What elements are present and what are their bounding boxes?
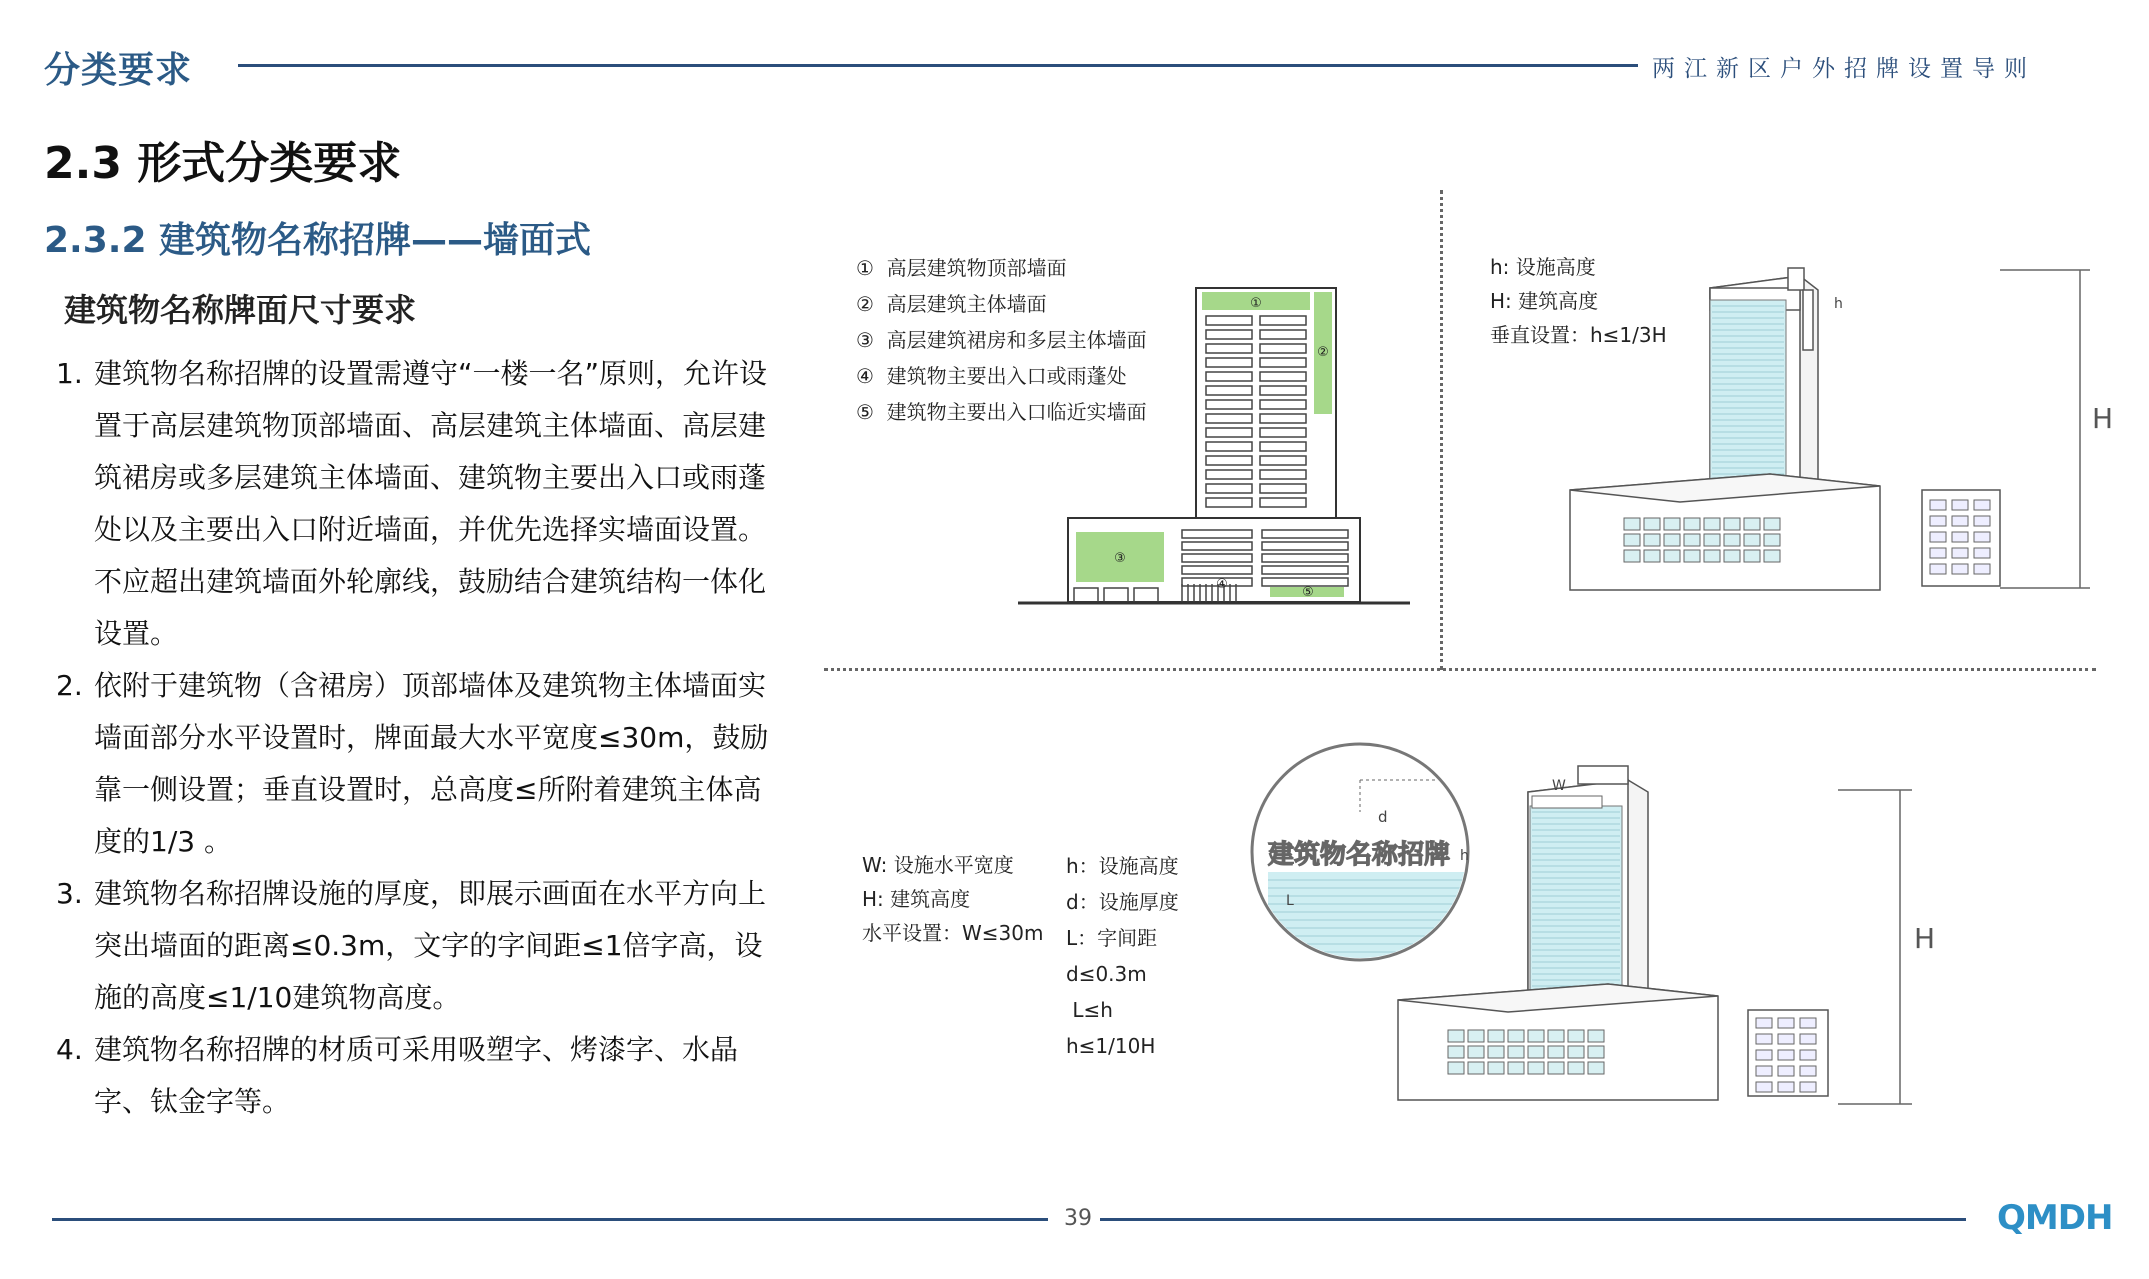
drawing-detail bbox=[1974, 516, 1990, 526]
vertical-sign-building-diagram bbox=[1560, 250, 2100, 600]
document-title: 两江新区户外招牌设置导则 bbox=[1652, 56, 2036, 82]
drawing-detail bbox=[1930, 548, 1946, 558]
list-text: 建筑物名称招牌的设置需遵守“一楼一名”原则，允许设置于高层建筑物顶部墙面、高层建筑主体墙面、高层建筑裙房或多层建筑主体墙面、建筑物主要出入口或雨蓬处以及主要出入口附近墙面，并优先选择实墙面设置。不应超出建筑墙面外轮廓线，鼓励结合建筑结构一体化设置。 bbox=[94, 357, 768, 650]
list-text: 建筑物名称招牌的材质可采用吸塑字、烤漆字、水晶字、钛金字等。 bbox=[94, 1033, 739, 1118]
drawing-detail bbox=[1488, 1062, 1504, 1074]
legend-item: ⑤ 建筑物主要出入口临近实墙面 bbox=[856, 400, 1147, 424]
drawing-detail bbox=[1704, 518, 1720, 530]
figure3-notes-left bbox=[862, 848, 1043, 950]
drawing-detail bbox=[1744, 534, 1760, 546]
list-text: 依附于建筑物（含裙房）顶部墙体及建筑物主体墙面实墙面部分水平设置时，牌面最大水平宽度≤30m，鼓励靠一侧设置；垂直设置时，总高度≤所附着建筑主体高度的1/3 。 bbox=[94, 669, 769, 858]
drawing-detail bbox=[1588, 1046, 1604, 1058]
drawing-detail bbox=[1448, 1046, 1464, 1058]
sign-height-label: h bbox=[1834, 296, 1843, 312]
spacing-label: L bbox=[1286, 893, 1294, 909]
drawing-detail bbox=[1974, 548, 1990, 558]
list-number: 2. bbox=[56, 669, 83, 702]
drawing-detail bbox=[1778, 1018, 1794, 1028]
drawing-detail bbox=[1684, 534, 1700, 546]
legend-item: ④ 建筑物主要出入口或雨蓬处 bbox=[856, 364, 1127, 388]
drawing-detail bbox=[1684, 550, 1700, 562]
note: W: 设施水平宽度 bbox=[862, 853, 1014, 877]
building-height-label: H bbox=[2092, 402, 2114, 435]
heading-3: 2.3.2 建筑物名称招牌——墙面式 bbox=[44, 220, 592, 261]
page-number: 39 bbox=[1064, 1206, 1092, 1231]
note: 垂直设置：h≤1/3H bbox=[1490, 323, 1667, 347]
drawing-detail bbox=[1644, 534, 1660, 546]
drawing-detail bbox=[1756, 1082, 1772, 1092]
drawing-detail bbox=[1588, 1062, 1604, 1074]
drawing-detail bbox=[1528, 1030, 1544, 1042]
drawing-detail bbox=[1930, 532, 1946, 542]
drawing-detail bbox=[1756, 1050, 1772, 1060]
legend-item: ③ 高层建筑裙房和多层主体墙面 bbox=[856, 328, 1147, 352]
list-number: 3. bbox=[56, 877, 83, 910]
list-text: 建筑物名称招牌设施的厚度，即展示画面在水平方向上突出墙面的距离≤0.3m，文字的字间距≤1倍字高，设施的高度≤1/10建筑物高度。 bbox=[94, 877, 767, 1014]
company-logo: QMDH bbox=[1997, 1198, 2113, 1238]
note: H: 建筑高度 bbox=[862, 887, 971, 911]
legend-item: ② 高层建筑主体墙面 bbox=[856, 292, 1047, 316]
drawing-detail bbox=[1778, 1050, 1794, 1060]
note: h: 设施高度 bbox=[1490, 255, 1596, 279]
figure3-notes-right bbox=[1066, 848, 1179, 1064]
list-item bbox=[56, 348, 786, 660]
mark-5: ⑤ bbox=[1302, 585, 1314, 600]
drawing-detail bbox=[1488, 1030, 1504, 1042]
drawing-detail bbox=[1778, 1082, 1794, 1092]
drawing-detail bbox=[1548, 1030, 1564, 1042]
drawing-detail bbox=[1568, 1062, 1584, 1074]
note: L：字间距 bbox=[1066, 926, 1158, 950]
drawing-detail bbox=[1548, 1046, 1564, 1058]
mark-3: ③ bbox=[1114, 551, 1126, 566]
drawing-detail bbox=[1468, 1030, 1484, 1042]
drawing-detail bbox=[1756, 1034, 1772, 1044]
drawing-detail bbox=[1952, 500, 1968, 510]
drawing-detail bbox=[1756, 1018, 1772, 1028]
list-number: 1. bbox=[56, 357, 83, 390]
drawing-detail bbox=[1764, 518, 1780, 530]
list-item bbox=[56, 660, 786, 868]
drawing-detail bbox=[1468, 1062, 1484, 1074]
legend-item: ① 高层建筑物顶部墙面 bbox=[856, 256, 1067, 280]
drawing-detail bbox=[1724, 534, 1740, 546]
drawing-detail bbox=[1664, 518, 1680, 530]
sign-height-label: h bbox=[1460, 848, 1469, 864]
drawing-detail bbox=[1952, 564, 1968, 574]
drawing-detail bbox=[1952, 532, 1968, 542]
mark-4: ④ bbox=[1216, 577, 1228, 592]
heading-2: 2.3 形式分类要求 bbox=[44, 138, 402, 189]
drawing-detail bbox=[1528, 1046, 1544, 1058]
list-item bbox=[56, 868, 786, 1024]
drawing-detail bbox=[1800, 1082, 1816, 1092]
drawing-detail bbox=[1624, 518, 1640, 530]
thickness-label: d bbox=[1378, 808, 1388, 826]
note: d≤0.3m bbox=[1066, 962, 1147, 986]
horizontal-sign-building-diagram bbox=[1248, 740, 2108, 1110]
list-number: 4. bbox=[56, 1033, 83, 1066]
sign-width-label: W bbox=[1552, 778, 1566, 794]
drawing-detail bbox=[1930, 564, 1946, 574]
drawing-detail bbox=[1448, 1030, 1464, 1042]
footer-line-right bbox=[1100, 1218, 1966, 1221]
header-divider bbox=[238, 64, 1638, 67]
drawing-detail bbox=[1468, 1046, 1484, 1058]
drawing-detail bbox=[1624, 534, 1640, 546]
mark-2: ② bbox=[1317, 345, 1329, 360]
drawing-detail bbox=[1974, 532, 1990, 542]
drawing-detail bbox=[1974, 500, 1990, 510]
drawing-detail bbox=[1764, 550, 1780, 562]
drawing-detail bbox=[1548, 1062, 1564, 1074]
drawing-detail bbox=[1952, 548, 1968, 558]
drawing-detail bbox=[1448, 1062, 1464, 1074]
note: 水平设置：W≤30m bbox=[862, 921, 1044, 945]
mark-1: ① bbox=[1250, 296, 1262, 311]
note: d：设施厚度 bbox=[1066, 890, 1179, 914]
note: h：设施高度 bbox=[1066, 854, 1179, 878]
note: H: 建筑高度 bbox=[1490, 289, 1599, 313]
drawing-detail bbox=[1624, 550, 1640, 562]
drawing-detail bbox=[1508, 1046, 1524, 1058]
drawing-detail bbox=[1568, 1046, 1584, 1058]
vertical-dotted-divider bbox=[1440, 190, 1443, 670]
footer-line-left bbox=[52, 1218, 1048, 1221]
drawing-detail bbox=[1508, 1062, 1524, 1074]
drawing-detail bbox=[1800, 1018, 1816, 1028]
drawing-detail bbox=[1684, 518, 1700, 530]
drawing-detail bbox=[1488, 1046, 1504, 1058]
drawing-detail bbox=[1704, 550, 1720, 562]
sign-text: 建筑物名称招牌 bbox=[1268, 840, 1451, 870]
drawing-detail bbox=[1800, 1034, 1816, 1044]
drawing-detail bbox=[1704, 534, 1720, 546]
drawing-detail bbox=[1764, 534, 1780, 546]
drawing-detail bbox=[1930, 500, 1946, 510]
drawing-detail bbox=[1800, 1050, 1816, 1060]
drawing-detail bbox=[1644, 518, 1660, 530]
drawing-detail bbox=[1800, 1066, 1816, 1076]
drawing-detail bbox=[1744, 550, 1760, 562]
drawing-detail bbox=[1528, 1062, 1544, 1074]
note: L≤h bbox=[1066, 998, 1113, 1022]
section-title: 分类要求 bbox=[44, 50, 193, 91]
drawing-detail bbox=[1778, 1066, 1794, 1076]
drawing-detail bbox=[1952, 516, 1968, 526]
drawing-detail bbox=[1508, 1030, 1524, 1042]
horizontal-dotted-divider bbox=[824, 668, 2096, 671]
drawing-detail bbox=[1974, 564, 1990, 574]
note: h≤1/10H bbox=[1066, 1034, 1156, 1058]
drawing-detail bbox=[1644, 550, 1660, 562]
building-height-label: H bbox=[1914, 922, 1936, 955]
drawing-detail bbox=[1664, 550, 1680, 562]
drawing-detail bbox=[1724, 518, 1740, 530]
subheading: 建筑物名称牌面尺寸要求 bbox=[64, 291, 417, 329]
drawing-detail bbox=[1930, 516, 1946, 526]
building-elevation-diagram bbox=[1010, 280, 1430, 610]
drawing-detail bbox=[1568, 1030, 1584, 1042]
list-item bbox=[56, 1024, 786, 1128]
drawing-detail bbox=[1778, 1034, 1794, 1044]
drawing-detail bbox=[1588, 1030, 1604, 1042]
requirements-list bbox=[56, 348, 786, 1128]
drawing-detail bbox=[1744, 518, 1760, 530]
drawing-detail bbox=[1664, 534, 1680, 546]
drawing-detail bbox=[1724, 550, 1740, 562]
drawing-detail bbox=[1756, 1066, 1772, 1076]
